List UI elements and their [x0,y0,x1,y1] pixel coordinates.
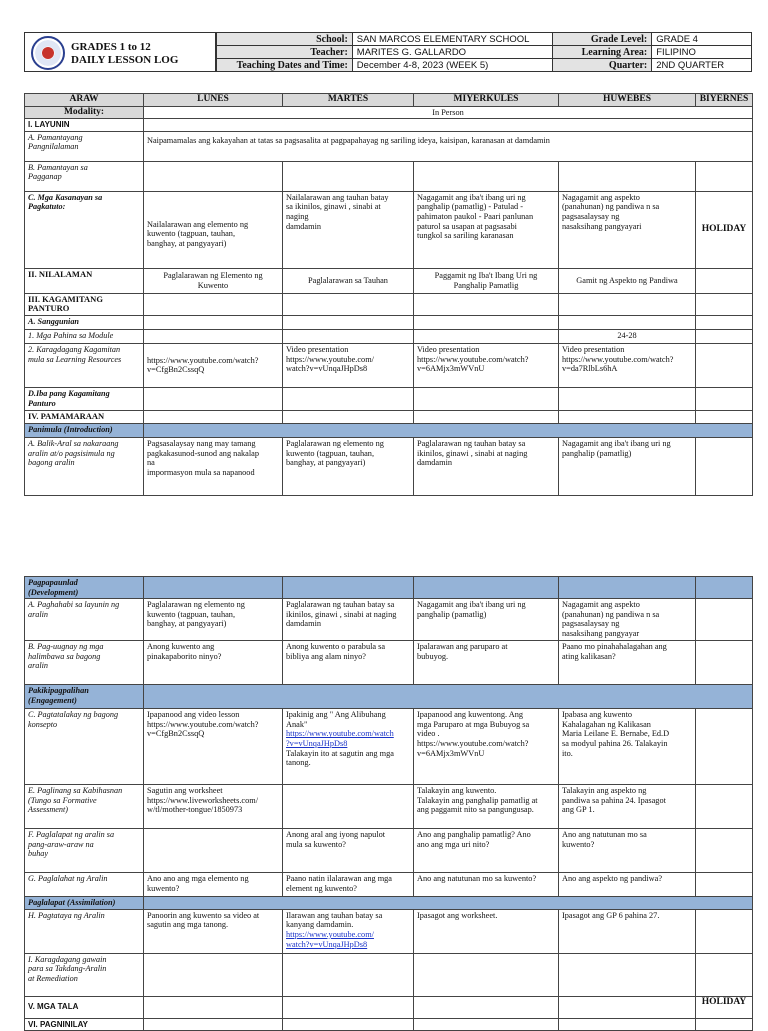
empty-cell [283,785,414,829]
quarter-value: 2ND QUARTER [652,59,752,72]
nilalaman-lunes: Paglalarawan ng Elemento ng Kuwento [144,268,283,293]
empty-cell [696,709,753,785]
band-pakikipagpalihan: Pakikipagpalihan (Engagement) [25,685,144,709]
pagtataya-lunes: Panoorin ang kuwento sa video at sagutin ang mga tanong. [144,909,283,953]
empty-cell [144,829,283,873]
empty-cell [414,1018,559,1031]
school-value: SAN MARCOS ELEMENTARY SCHOOL [352,33,552,46]
pagtatalakay-martes [283,709,414,785]
band-pagpapaunlad: Pagpapaunlad (Development) [25,577,144,599]
header-title-box [24,32,216,72]
band-paglalapat: Paglalapat (Assimilation) [25,897,144,910]
empty-cell [696,410,753,423]
pagtatalakay-huwebes: Ipabasa ang kuwento Kahalagahan ng Kalikasan Maria Leilane E. Bernabe, Ed.D sa modyul pahina 26. Talakayin ito. [559,709,696,785]
empty-cell [696,909,753,953]
empty-cell [283,161,414,191]
empty-cell [414,387,559,410]
empty-cell [144,329,283,343]
header-info-table [216,32,752,72]
pahina-huwebes: 24-28 [559,329,696,343]
modality-value: In Person [144,106,753,119]
teacher-label: Teacher: [217,46,353,59]
empty-cell [696,599,753,641]
school-label: School: [217,33,353,46]
empty-cell [414,953,559,996]
kagamitan-huwebes: Video presentation https://www.youtube.com/watch? v=da7RlbLs6hA [559,343,696,387]
empty-cell [696,785,753,829]
empty-cell [559,387,696,410]
balik-aral-martes: Paglalarawan ng elemento ng kuwento (tagpuan, tauhan, banghay, at pangyayari) [283,437,414,495]
area-label: Learning Area: [552,46,652,59]
row-label-karagdagang-gawain: I. Karagdagang gawain para sa Takdang-Aralin at Remediation [25,953,144,996]
pagtatalakay-martes-note: Talakayin ito at sagutin ang mga tanong. [286,748,394,768]
paglalapat-martes: Anong aral ang iyong napulot mula sa kuwento? [283,829,414,873]
kagamitan-miyerkules: Video presentation https://www.youtube.com/watch? v=6AMjx3mWVnU [414,343,559,387]
pagtataya-martes-text: Ilarawan ang tauhan batay sa kanyang damdamin. [286,910,383,930]
empty-cell [144,996,283,1018]
empty-cell [696,315,753,329]
row-label-iba-pang-kagamitan: D.Iba pang Kagamitang Panturo [25,387,144,410]
empty-cell [559,293,696,315]
grade-value: GRADE 4 [652,33,752,46]
paglinang-miyerkules: Talakayin ang kuwento. Talakayin ang panghalip pamatlig at ang paggamit nito sa pangungusap. [414,785,559,829]
paglalahat-lunes: Ano ano ang mga elemento ng kuwento? [144,873,283,897]
empty-cell [144,119,753,132]
empty-cell [414,996,559,1018]
row-label-balik-aral: A. Balik-Aral sa nakaraang aralin at/o pagsisimula ng bagong aralin [25,437,144,495]
pagtatalakay-martes-link[interactable]: https://www.youtube.com/watch ?v=vUnqaJHpDs8 [286,729,394,748]
nilalaman-miyerkules: Paggamit ng Iba't Ibang Uri ng Panghalip Pamatlig [414,268,559,293]
empty-cell [414,293,559,315]
kasanayan-huwebes: Nagagamit ang aspekto (panahunan) ng pandiwa n sa pagsasalaysay ng nasaksihang pangyayari [559,191,696,268]
nilalaman-martes: Paglalarawan sa Tauhan [283,268,414,293]
pag-uugnay-martes: Anong kuwento o parabula sa bibliya ang alam ninyo? [283,641,414,685]
band-fill [559,577,696,599]
pagtataya-martes-link[interactable]: https://www.youtube.com/ watch?v=vUnqaJHpDs8 [286,929,374,949]
pagtataya-martes [283,909,414,953]
band-fill [414,577,559,599]
kasanayan-lunes: Nailalarawan ang elemento ng kuwento (tagpuan, tauhan, banghay, at pangyayari) [144,191,283,268]
section-nilalaman: II. NILALAMAN [25,268,144,293]
paghahabi-martes: Paglalarawan ng tauhan batay sa ikinilos, ginawi , sinabi at naging damdamin [283,599,414,641]
empty-cell [283,1018,414,1031]
row-label-paghahabi: A. Paghahabi sa layunin ng aralin [25,599,144,641]
kasanayan-miyerkules: Nagagamit ang iba't ibang uri ng panghalip (pamatlig) - Patulad - pahimaton paukol - Paari panlunan paturol sa usapan at pagsasabi tungkol sa sariling karanasan [414,191,559,268]
section-mga-tala: V. MGA TALA [25,996,144,1018]
section-kagamitang-panturo: III. KAGAMITANG PANTURO [25,293,144,315]
band-fill [144,423,753,437]
row-label-paglalahat: G. Paglalahat ng Aralin [25,873,144,897]
nilalaman-huwebes: Gamit ng Aspekto ng Pandiwa [559,268,696,293]
empty-cell [283,329,414,343]
balik-aral-lunes: Pagsasalaysay nang may tamang pagkakasunod-sunod ang nakalap na impormasyon mula sa napanood [144,437,283,495]
row-label-pamantayan-pagganap: B. Pamantayan sa Pagganap [25,161,144,191]
band-fill [144,685,753,709]
empty-cell [696,437,753,495]
col-miyerkules: MIYERKULES [414,94,559,107]
empty-cell [559,315,696,329]
pamantayang-pangnilalaman-text: Naipamamalas ang kakayahan at tatas sa pagsasalita at pagpapahayag ng sariling ideya, kaisipan, karanasan at damdamin [144,131,753,161]
deped-seal-icon [31,36,65,70]
empty-cell [283,387,414,410]
section-pamamaraan: IV. PAMAMARAAN [25,410,144,423]
pagtataya-huwebes: Ipasagot ang GP 6 pahina 27. [559,909,696,953]
empty-cell [696,1018,753,1031]
dates-value: December 4-8, 2023 (WEEK 5) [352,59,552,72]
empty-cell [144,293,283,315]
empty-cell [414,329,559,343]
empty-cell [559,410,696,423]
row-label-pagtataya: H. Pagtataya ng Aralin [25,909,144,953]
empty-cell [696,387,753,410]
empty-cell [144,161,283,191]
empty-cell [283,410,414,423]
empty-cell [559,996,696,1018]
band-fill [283,577,414,599]
paglalahat-martes: Paano natin ilalarawan ang mga element ng kuwento? [283,873,414,897]
empty-cell [559,953,696,996]
row-label-sanggunian: A. Sanggunian [25,315,144,329]
paghahabi-lunes: Paglalarawan ng elemento ng kuwento (tagpuan, tauhan, banghay, at pangyayari) [144,599,283,641]
band-fill [144,897,753,910]
col-martes: MARTES [283,94,414,107]
row-label-paglalapat: F. Paglalapat ng aralin sa pang-araw-araw na buhay [25,829,144,873]
band-fill [144,577,283,599]
kagamitan-martes: Video presentation https://www.youtube.com/ watch?v=vUnqaJHpDs8 [283,343,414,387]
kasanayan-martes: Nailalarawan ang tauhan batay sa ikinilos, ginawi , sinabi at naging damdamin [283,191,414,268]
empty-cell [144,315,283,329]
lesson-log-header [24,32,752,72]
balik-aral-huwebes: Nagagamit ang iba't ibang uri ng panghalip (pamatlig) [559,437,696,495]
lesson-table-part-1 [24,93,753,496]
pag-uugnay-huwebes: Paano mo pinahahalagahan ang ating kalikasan? [559,641,696,685]
grade-label: Grade Level: [552,33,652,46]
balik-aral-miyerkules: Paglalarawan ng tauhan batay sa ikinilos, ginawi , sinabi at naging damdamin [414,437,559,495]
quarter-label: Quarter: [552,59,652,72]
paglalapat-huwebes: Ano ang natutunan mo sa kuwento? [559,829,696,873]
pag-uugnay-lunes: Anong kuwento ang pinakapaborito ninyo? [144,641,283,685]
row-label-pamantayang-pangnilalaman: A. Pamantayang Pangnilalaman [25,131,144,161]
section-layunin: I. LAYUNIN [25,119,144,132]
col-araw: ARAW [25,94,144,107]
paghahabi-miyerkules: Nagagamit ang iba't ibang uri ng panghalip (pamatlig) [414,599,559,641]
empty-cell [696,953,753,996]
empty-cell [144,953,283,996]
empty-cell [559,1018,696,1031]
row-label-karagdagang-kagamitan: 2. Karagdagang Kagamitan mula sa Learning Resources [25,343,144,387]
row-label-pagtatalakay: C. Pagtatalakay ng bagong konsepto [25,709,144,785]
pagtatalakay-martes-text: Ipakinig ang " Ang Alibuhang Anak" [286,710,386,729]
empty-cell [696,343,753,387]
pag-uugnay-miyerkules: Ipalarawan ang paruparo at bubuyog. [414,641,559,685]
paglinang-huwebes: Talakayin ang aspekto ng pandiwa sa pahina 24. Ipasagot ang GP 1. [559,785,696,829]
pagtatalakay-miyerkules: Ipapanood ang kuwentong. Ang mga Paruparo at mga Bubuyog sa video . https://www.youtube.com/watch? v=6AMjx3mWVnU [414,709,559,785]
paghahabi-huwebes: Nagagamit ang aspekto (panahunan) ng pandiwa n sa pagsasalaysay ng nasaksihang pangyayar [559,599,696,641]
modality-label: Modality: [25,106,144,119]
empty-cell [414,315,559,329]
paglalahat-miyerkules: Ano ang natutunan mo sa kuwento? [414,873,559,897]
empty-cell [696,873,753,897]
empty-cell [144,387,283,410]
row-label-paglinang: E. Paglinang sa Kabihasnan (Tungo sa Formative Assessment) [25,785,144,829]
pagtataya-miyerkules: Ipasagot ang worksheet. [414,909,559,953]
lesson-table-part-2 [24,576,753,1031]
empty-cell [414,410,559,423]
empty-cell [696,268,753,293]
teacher-value: MARITES G. GALLARDO [352,46,552,59]
section-pagninilay: VI. PAGNINILAY [25,1018,144,1031]
row-label-kasanayan: C. Mga Kasanayan sa Pagkatuto: [25,191,144,268]
paglalapat-miyerkules: Ano ang panghalip pamatlig? Ano ano ang mga uri nito? [414,829,559,873]
row-label-pag-uugnay: B. Pag-uugnay ng mga halimbawa sa bagong aralin [25,641,144,685]
area-value: FILIPINO [652,46,752,59]
empty-cell [283,293,414,315]
col-biyernes: BIYERNES [696,94,753,107]
col-huwebes: HUWEBES [559,94,696,107]
holiday-badge: HOLIDAY [696,191,753,268]
empty-cell [283,996,414,1018]
paglinang-lunes: Sagutin ang worksheet https://www.liveworksheets.com/ w/tl/mother-tongue/1850973 [144,785,283,829]
empty-cell [696,641,753,685]
empty-cell [696,161,753,191]
dates-label: Teaching Dates and Time: [217,59,353,72]
band-fill [696,577,753,599]
empty-cell [144,410,283,423]
row-label-pahina-module: 1. Mga Pahina sa Module [25,329,144,343]
col-lunes: LUNES [144,94,283,107]
empty-cell [144,1018,283,1031]
paglalahat-huwebes: Ano ang aspekto ng pandiwa? [559,873,696,897]
empty-cell [559,161,696,191]
band-panimula: Panimula (Introduction) [25,423,144,437]
empty-cell [696,829,753,873]
empty-cell [414,161,559,191]
empty-cell [696,293,753,315]
holiday-note: HOLIDAY [696,996,753,1018]
log-title: GRADES 1 to 12 DAILY LESSON LOG [71,41,179,66]
pagtatalakay-lunes: Ipapanood ang video lesson https://www.youtube.com/watch? v=CfgBn2CssqQ [144,709,283,785]
empty-cell [283,315,414,329]
empty-cell [696,329,753,343]
empty-cell [283,953,414,996]
kagamitan-lunes: https://www.youtube.com/watch? v=CfgBn2CssqQ [144,343,283,387]
